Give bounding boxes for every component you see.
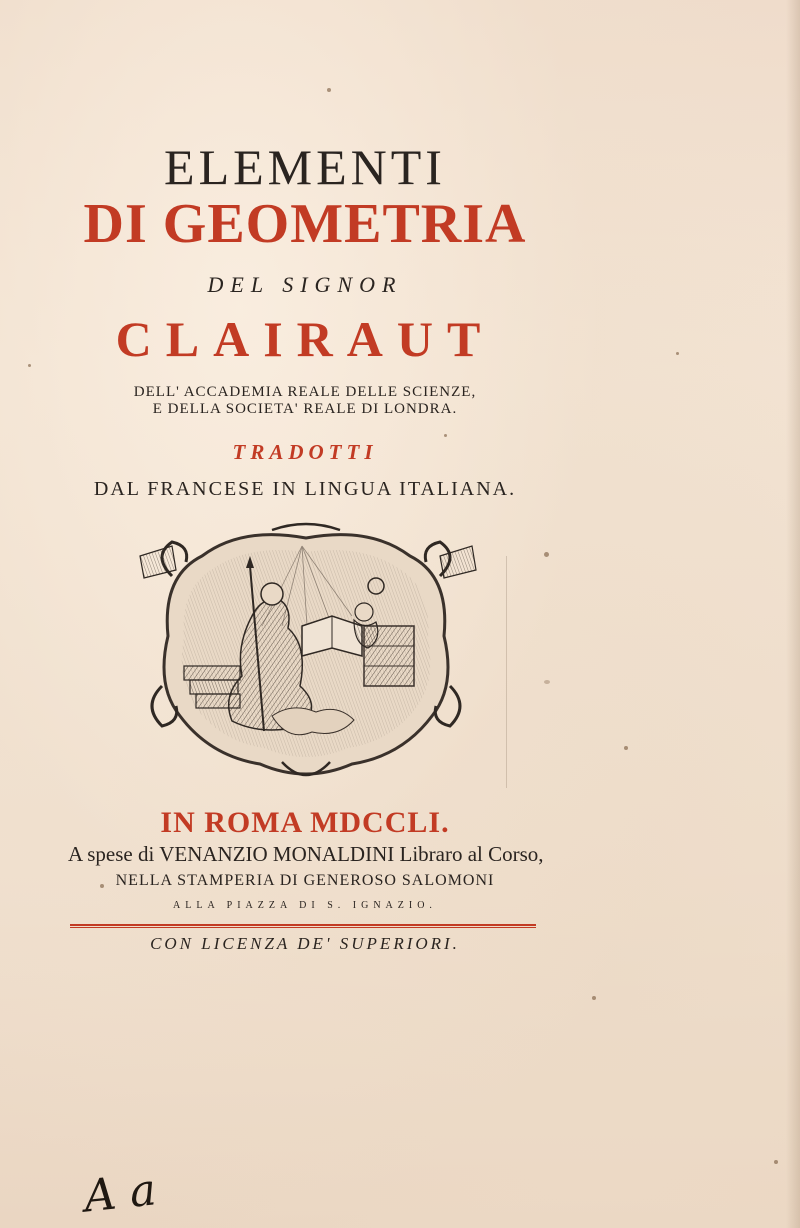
engraved-vignette-illustration — [132, 516, 480, 788]
foxing-spot — [624, 746, 628, 750]
translation-note: DAL FRANCESE IN LINGUA ITALIANA. — [93, 478, 517, 500]
foxing-spot — [544, 680, 550, 684]
imprint-printer: NELLA STAMPERIA DI GENEROSO SALOMONI — [115, 872, 495, 889]
plate-mark — [506, 556, 507, 788]
translated-heading: TRADOTTI — [232, 440, 378, 464]
affiliation-line-1: DELL' ACCADEMIA REALE DELLE SCIENZE, — [133, 384, 477, 400]
license-line: CON LICENZA DE' SUPERIORI. — [150, 934, 460, 953]
imprint-publisher: A spese di VENANZIO MONALDINI Libraro al Corso, — [68, 842, 544, 866]
title-line-del-signor: DEL SIGNOR — [207, 272, 403, 297]
affiliation-line-2: E DELLA SOCIETA' REALE DI LONDRA. — [152, 401, 458, 417]
foxing-spot — [327, 88, 331, 92]
foxing-spot — [444, 434, 447, 437]
imprint-place-date: IN ROMA MDCCLI. — [160, 806, 450, 839]
foxing-spot — [676, 352, 679, 355]
author-name: CLAIRAUT — [115, 311, 495, 367]
red-double-rule — [70, 924, 536, 928]
page-edge-shadow — [786, 0, 800, 1228]
manuscript-annotation: A a — [81, 1164, 159, 1223]
imprint-address: ALLA PIAZZA DI S. IGNAZIO. — [173, 900, 437, 911]
foxing-spot — [544, 552, 549, 557]
foxing-spot — [592, 996, 596, 1000]
title-line-elementi: ELEMENTI — [164, 139, 446, 195]
foxing-spot — [774, 1160, 778, 1164]
title-line-geometria: DI GEOMETRIA — [83, 193, 527, 255]
